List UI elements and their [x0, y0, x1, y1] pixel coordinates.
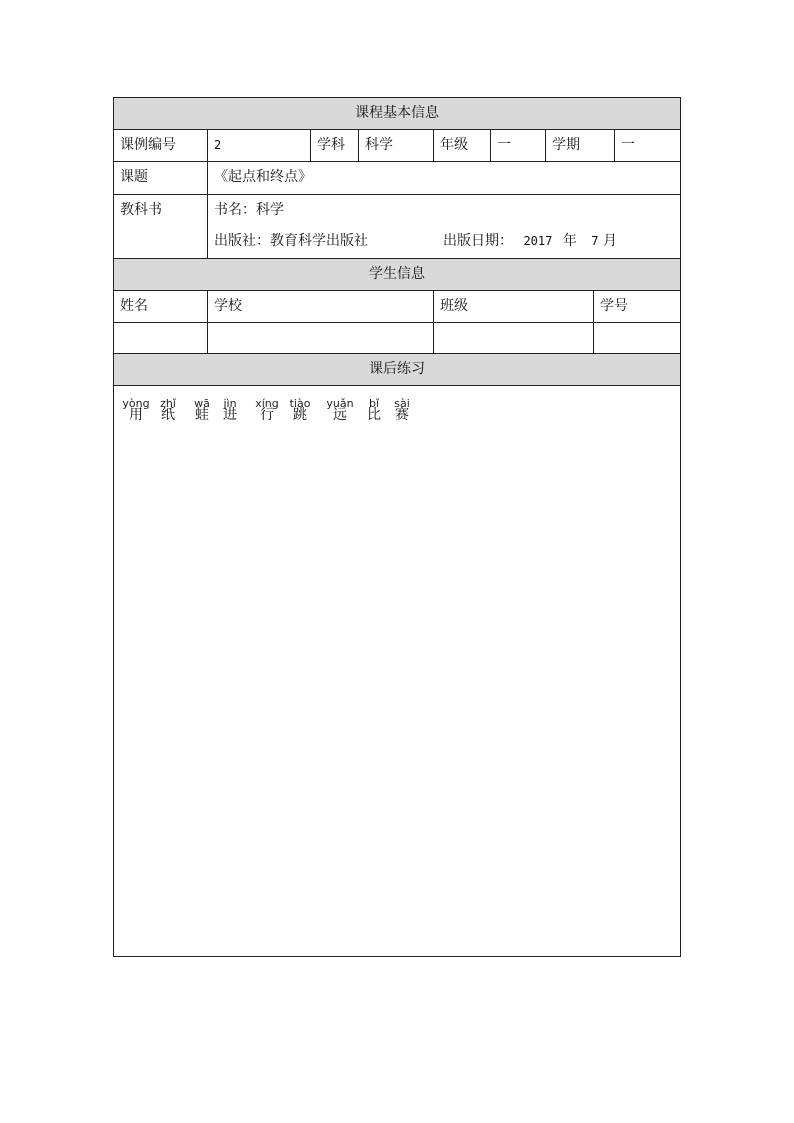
- course-info-banner: [114, 98, 680, 130]
- pinyin: jìn: [223, 397, 237, 410]
- subject-label: 学科: [311, 130, 359, 161]
- word-9: [389, 398, 415, 422]
- hanzi: 用: [129, 407, 143, 423]
- student-id-label: 学号: [600, 298, 628, 314]
- grade-label: 年级: [434, 130, 491, 161]
- publisher: 出版社：教育科学出版社: [214, 233, 368, 249]
- word-8: [363, 398, 385, 422]
- word-1: [121, 398, 151, 422]
- subject-value: 科学: [359, 130, 434, 161]
- class-field[interactable]: [434, 323, 594, 353]
- year-unit: 年: [562, 233, 577, 249]
- pinyin: bǐ: [368, 397, 380, 410]
- hanzi: 赛: [395, 407, 409, 423]
- pinyin: wā: [194, 397, 210, 410]
- publish-date: [443, 232, 617, 250]
- hanzi: 纸: [161, 407, 175, 423]
- pinyin: yòng: [122, 397, 150, 410]
- course-meta-row: [114, 130, 680, 162]
- book-name: 书名：科学: [214, 202, 284, 218]
- course-form: [113, 97, 681, 957]
- publish-month: 7: [591, 234, 599, 248]
- case-number-label: 课例编号: [114, 130, 208, 161]
- word-7: [325, 398, 355, 422]
- word-5: [253, 398, 281, 422]
- school-label: 学校: [208, 291, 434, 322]
- course-info-title: 课程基本信息: [355, 105, 439, 121]
- term-label: 学期: [546, 130, 615, 161]
- word-3: [191, 398, 213, 422]
- pinyin: tiào: [289, 397, 311, 410]
- hanzi: 蛙: [195, 407, 209, 423]
- student-entry-row: [114, 323, 680, 354]
- textbook-label: 教科书: [114, 195, 208, 258]
- publish-year: 2017: [523, 234, 553, 248]
- publish-date-label: 出版日期：: [443, 233, 513, 249]
- term-value: 一: [621, 137, 635, 153]
- name-field[interactable]: [114, 323, 208, 353]
- class-label: 班级: [434, 291, 594, 322]
- homework-banner: [114, 354, 680, 386]
- word-2: [157, 398, 179, 422]
- word-6: [287, 398, 313, 422]
- topic-label: 课题: [114, 162, 208, 194]
- student-id-field[interactable]: [594, 323, 680, 353]
- pinyin: yuǎn: [326, 397, 354, 410]
- hanzi: 远: [333, 407, 347, 423]
- word-4: [219, 398, 241, 422]
- textbook-details: [208, 195, 680, 258]
- textbook-row: [114, 195, 680, 259]
- name-label: 姓名: [114, 291, 208, 322]
- topic-value: 《起点和终点》: [214, 169, 312, 185]
- hanzi: 比: [367, 407, 381, 423]
- pinyin: sài: [394, 397, 410, 410]
- student-info-title: 学生信息: [369, 266, 425, 282]
- homework-content: [114, 386, 680, 956]
- student-header-row: [114, 291, 680, 323]
- pinyin: zhǐ: [160, 397, 176, 410]
- month-unit: 月: [602, 233, 617, 249]
- homework-title: 课后练习: [369, 361, 425, 377]
- hanzi: 跳: [293, 407, 307, 423]
- hanzi: 行: [260, 407, 274, 423]
- case-number-value: 2: [208, 130, 311, 161]
- pinyin: xíng: [255, 397, 279, 410]
- topic-row: [114, 162, 680, 195]
- student-info-banner: [114, 259, 680, 291]
- hanzi: 进: [223, 407, 237, 423]
- grade-value: 一: [491, 130, 546, 161]
- school-field[interactable]: [208, 323, 434, 353]
